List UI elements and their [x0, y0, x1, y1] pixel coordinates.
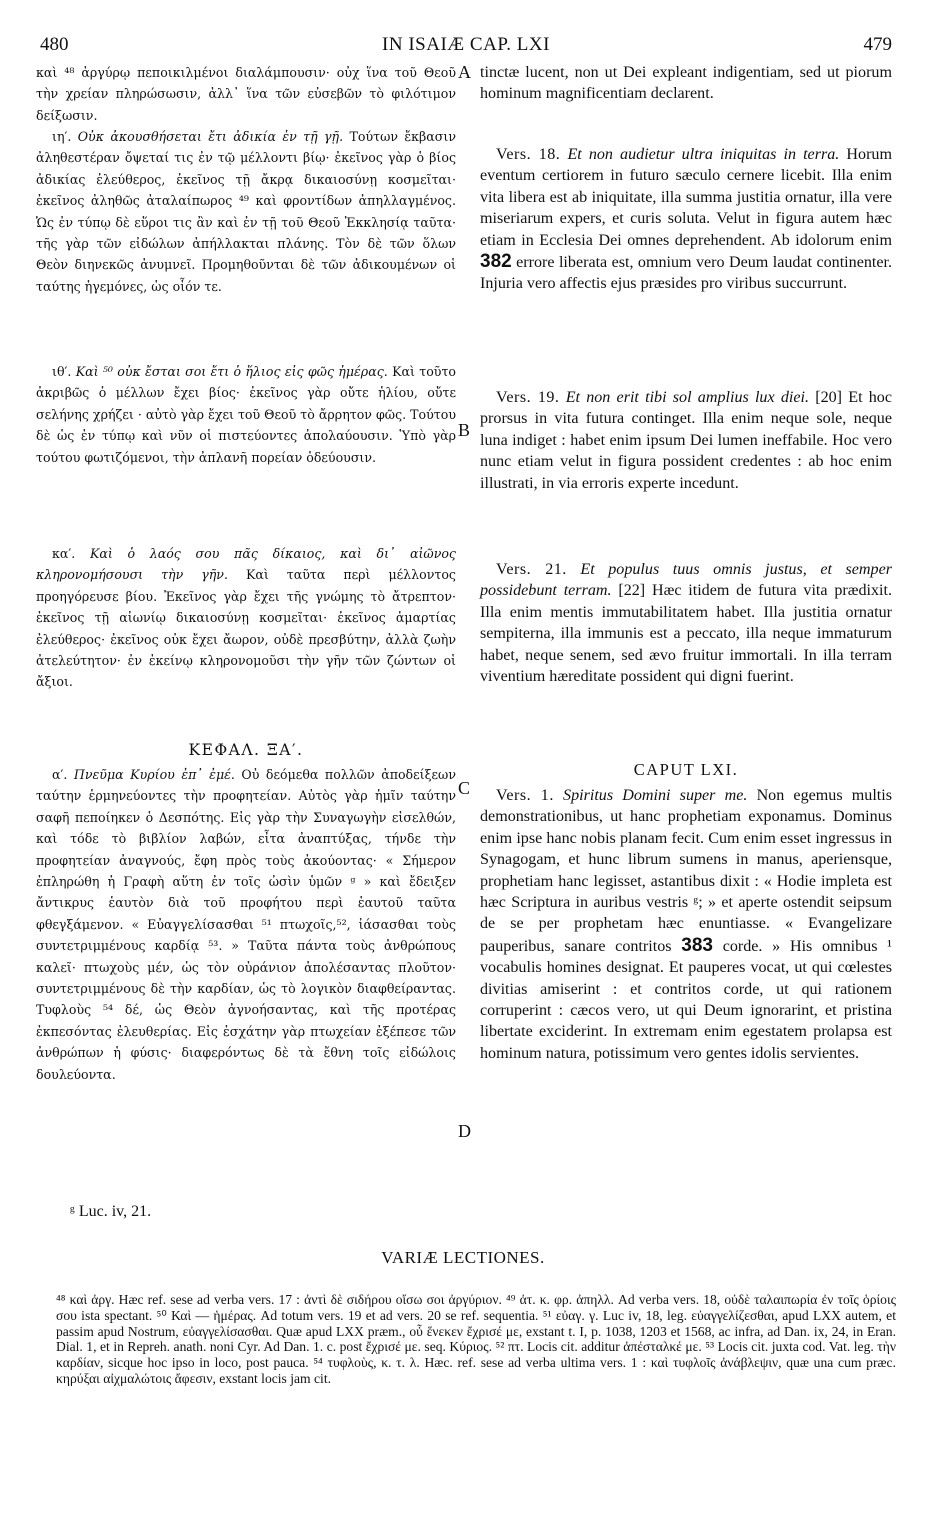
latin-text: corde. » His omnibus ¹ vocabulis homines designat. Et pauperes vocat, ut qui cœlestes divitias amiserint : et contritos corde, ut qui rationem corruperint : cæcos vero, ut qui Deum ignorarint, et pristina libertate exciderint. In extremam enim egestatem prolapsa est hominum natura, potissimum vero gentes idolis servientes.	[480, 937, 893, 1062]
latin-text: errore liberata est, omnium vero Deum laudat continenter. Injuria vero affectis ejus præsides pro viribus succurrunt.	[480, 254, 892, 293]
verse-label: Vers. 1.	[496, 787, 554, 804]
greek-text: καὶ ⁴⁸ ἀργύρῳ πεποικιλμένοι διαλάμπουσιν· οὐχ ἵνα τοῦ Θεοῦ τὴν χρείαν πληρώσωσιν, ἀλλ᾽ ἵνα τῶν εὐσεβῶν τὸ φιλότιμον δείξωσιν.	[36, 65, 456, 123]
verse-label: Vers. 18.	[496, 146, 561, 163]
latin-text: Non egemus multis demonstrationibus, ut hanc prophetiam exponamus. Dominus enim ipse hanc nobis planam fecit. Cum enim esset ingressus in Synagogam, et hunc librum sumens in manus, aperiensque, prophetiam hanc legisset, astantibus dixit : « Hodie impleta est hæc Scriptura in auribus vestris ᵍ; » et aperte ostendit seipsum de se per prophetam hæc enuntiasse. « Evangelizare pauperibus, sanare contritos	[480, 787, 892, 955]
latin-text: tinctæ lucent, non ut Dei expleant indigentiam, sed ut piorum hominum magnificentiam declarent.	[480, 64, 892, 103]
verse-heading: Πνεῦμα Κυρίου ἐπ᾽ ἐμέ.	[73, 767, 235, 782]
latin-paragraph	[480, 62, 892, 144]
verse-number: κα′.	[52, 546, 76, 561]
latin-chapter-heading: CAPUT LXI.	[633, 760, 739, 779]
margin-letter-a: A	[458, 62, 471, 82]
greek-verse-18	[36, 126, 456, 361]
greek-text: Τούτων ἔκβασιν ἀληθεστέραν ὄψεταί τις ἐν τῷ μέλλοντι βίῳ· ἐκεῖνος γὰρ ὁ βίος ἀδικίας ἐλεύθερος, ἐκεῖνος τῇ ἄκρᾳ δικαιοσύνῃ κοσμεῖται· ἐκεῖνος ἀληθῶς ἀταλαίπωρος ⁴⁹ καὶ φροντίδων ἀπηλλαγμένος. Ὡς ἐν τύπῳ δὲ εὕροι τις ἂν καὶ ἐν τῇ τοῦ Θεοῦ Ἐκκλησίᾳ ταῦτα· τῆς γὰρ τῶν εἰδώλων ἀπήλλακται πλάνης. Τὸν δὲ τῶν ὅλων Θεὸν διηνεκῶς ἀνυμνεῖ. Προμηθοῦνται δὲ τῶν ἀδικουμένων οἱ ταύτης ἡγεμόνες, ὡς οἷόν τε.	[36, 129, 456, 294]
greek-chapter-heading: ΚΕΦΑΛ. ΞΑ′.	[188, 741, 304, 759]
running-title: IN ISAIÆ CAP. LXI	[382, 34, 550, 55]
greek-text: Οὐ δεόμεθα πολλῶν ἀποδείξεων ταύτην ἑρμηνεύοντες τὴν προφητείαν. Αὐτὸς γὰρ ἡμῖν ταύτην σαφῆ πεποίηκεν ὁ Δεσπότης. Εἰς γὰρ τὴν Συναγωγὴν εἰσελθών, καὶ τόδε τὸ βιβλίον λαβών, εἶτα ἀναπτύξας, τήνδε τὴν προφητείαν ἀναγνούς, ἔφη πρὸς τοὺς ἀκούοντας· « Σήμερον ἐπληρώθη ἡ Γραφὴ αὕτη ἐν τοῖς ὠσὶν ὑμῶν ᵍ » καὶ ἔδειξεν ἄντικρυς ἑαυτὸν διὰ τοῦ προφήτου περὶ ἑαυτοῦ ταῦτα φθεγξάμενον. « Εὐαγγελίσασθαι ⁵¹ πτωχοῖς,⁵², ἰάσασθαι τοὺς συντετριμμένους καρδίᾳ ⁵³. » Ταῦτα πάντα τοὺς ἀνθρώπους καλεῖ· πτωχοὺς μέν, ὡς τὸν οὐράνιον ἀπολέσαντας πλοῦτον· συντετριμμένους δὲ τὴν καρδίαν, ὡς τὸ λογικὸν διαφθείραντας. Τυφλοὺς ⁵⁴ δέ, ὡς Θεὸν ἀγνοήσαντας, καὶ τῆς προτέρας ἐκπεσόντας ἐλευθερίας. Εἰς ἐσχάτην γὰρ πτωχείαν ἐξέπεσε τῶν ἀνθρώπων ἡ φύσις· διαφερόντως δὲ τὰ ἔθνη τοῖς εἰδώλοις δουλεύοντα.	[36, 767, 456, 1082]
greek-verse-19	[36, 361, 456, 543]
greek-paragraph	[36, 62, 456, 126]
running-header	[40, 34, 892, 58]
page-number-left: 480	[40, 34, 69, 55]
greek-column	[36, 62, 456, 1085]
latin-verse-21	[480, 559, 892, 755]
margin-letter-b: B	[458, 420, 471, 440]
variae-lectiones-heading: VARIÆ LECTIONES.	[381, 1248, 545, 1267]
greek-verse-1	[36, 764, 456, 1085]
page-number-right: 479	[863, 34, 892, 55]
margin-letter-c: C	[458, 778, 471, 798]
greek-text: Καὶ τοῦτο ἀκριβῶς ὁ μέλλων ἔχει βίος· ἐκεῖνος γὰρ οὔτε ἡλίου, οὔτε σελήνης χρήζει · αὐτὸ γὰρ ἔχει τοῦ Θεοῦ τὸ ἄρρητον φῶς. Τούτου δὲ ὡς ἐν τύπῳ καὶ νῦν οἱ πιστεύοντες ἀπολαύουσιν. Ὑπὸ γὰρ τούτου φωτιζόμενοι, τὴν ἀπλανῆ πορείαν ὁδεύουσιν.	[36, 364, 456, 465]
verse-heading: Et non audietur ultra iniquitas in terra.	[567, 146, 840, 163]
verse-number: ιη′.	[52, 129, 72, 144]
latin-column	[480, 62, 892, 1064]
verse-number: ιθ′.	[52, 364, 72, 379]
verse-heading: Et non erit tibi sol amplius lux diei.	[565, 389, 809, 406]
latin-verse-1	[480, 785, 892, 1064]
column-number: 382	[480, 251, 512, 273]
variae-lectiones-text: ⁴⁸ καὶ ἀργ. Hæc ref. sese ad verba vers. 17 : ἀντὶ δὲ σιδήρου οἴσω σοι ἀργύριον. ⁴⁹ ἀτ. κ. φρ. ἀπηλλ. Ad verba vers. 18, οὐδὲ ταλαιπωρία ἐν τοῖς ὁρίοις σου ista spectant. ⁵⁰ Καὶ — ἡμέρας. Ad totum vers. 19 et ad vers. 20 se ref. sequentia. ⁵¹ εὐαγ. γ. Luc iv, 18, leg. εὐαγγελίζεσθαι, apud LXX autem, et passim apud Nostrum, εὐαγγελίσασθαι. Quæ apud LXX præm., οὗ ἕνεκεν ἔχρισέ με, exstant t. I, p. 1038, 1203 et 1568, ac infra, ad Dan. ix, 24, in Eran. Dial. 1, et in Repreh. anath. noni Cyr. Ad Dan. 1. c. post ἔχρισέ με. seq. Κύριος. ⁵² πτ. Locis cit. additur ἀπέσταλκέ με. ⁵³ Locis cit. juxta cod. Vat. leg. τὴν καρδίαν, sicque hoc ipso in loco, post pauca. ⁵⁴ τυφλοὺς, κ. τ. λ. Hæc. ref. sese ad verba ultima vers. 1 : καὶ τυφλοῖς ἀνάβλεψιν, quæ una cum præc. κηρύξαι αἰχμαλώτοις ἄφεσιν, exstant locis jam cit.	[56, 1292, 896, 1386]
verse-number: α′.	[52, 767, 68, 782]
footnote: ᵍ Luc. iv, 21.	[70, 1203, 152, 1220]
verse-label: Vers. 21.	[496, 561, 567, 578]
column-number: 383	[681, 934, 713, 956]
verse-heading: Καὶ ⁵⁰ οὐκ ἔσται σοι ἔτι ὁ ἥλιος εἰς φῶς ἡμέρας.	[75, 364, 388, 379]
latin-verse-18	[480, 144, 892, 387]
latin-text: Horum eventum certiorem in futuro sæculo cernere licebit. Illa enim vita libera est ab iniquitate, illa summa justitia ornatur, illa vere miseriarum expers, et curis soluta. Velut in figura autem hæc etiam in Ecclesia Dei omnes deprehendent. Ab idolorum enim	[480, 146, 892, 249]
verse-heading: Spiritus Domini super me.	[563, 787, 748, 804]
latin-text: [20] Et hoc prorsus in vita futura continget. Illa enim neque sole, neque luna indiget : habet enim ipsum Dei lumen ineffabile. Hoc vero nunc etiam velut in figura possident credentes : ab hoc enim illustrati, in via erroris experte incedunt.	[480, 389, 892, 492]
latin-verse-19	[480, 387, 892, 559]
verse-heading: Et populus tuus omnis justus, et semper possidebunt terram.	[480, 561, 892, 600]
verse-heading: Καὶ ὁ λαός σου πᾶς δίκαιος, καὶ δι᾽ αἰῶνος κληρονομήσουσι τὴν γῆν.	[36, 546, 456, 583]
verse-label: Vers. 19.	[496, 389, 560, 406]
greek-text: Καὶ ταῦτα περὶ μέλλοντος προηγόρευσε βίου. Ἐκεῖνος γὰρ ἔχει τῆς γνώμης τὸ ἄτρεπτον· ἐκεῖνος τῇ αἰωνίῳ δικαιοσύνῃ κοσμεῖται· ἐκεῖνος ἁμαρτίας ἐλεύθερος· ἐκεῖνος οὐκ ἔχει ἄωρον, οὐδὲ πρεσβύτην, ἀλλὰ ζωὴν ἀτελεύτητον· ἐν ἐκείνῳ κληρονομοῦσι τὴν γῆν τῶν ζώντων οἱ ἄξιοι.	[36, 567, 456, 690]
latin-text: [22] Hæc itidem de futura vita prædixit. Illa enim mentis immutabilitatem habet. Illa justitia ornatur sempiterna, illa immunis est a peccato, illa neque immaturum habet, neque senem, sed ævo fruitur immortali. In illa terram viventium hæreditate possident qui digni fuerint.	[480, 582, 893, 686]
verse-heading: Οὐκ ἀκουσθήσεται ἔτι ἀδικία ἐν τῇ γῇ.	[77, 129, 344, 144]
greek-verse-21	[36, 543, 456, 737]
margin-letter-d: D	[458, 1121, 471, 1141]
